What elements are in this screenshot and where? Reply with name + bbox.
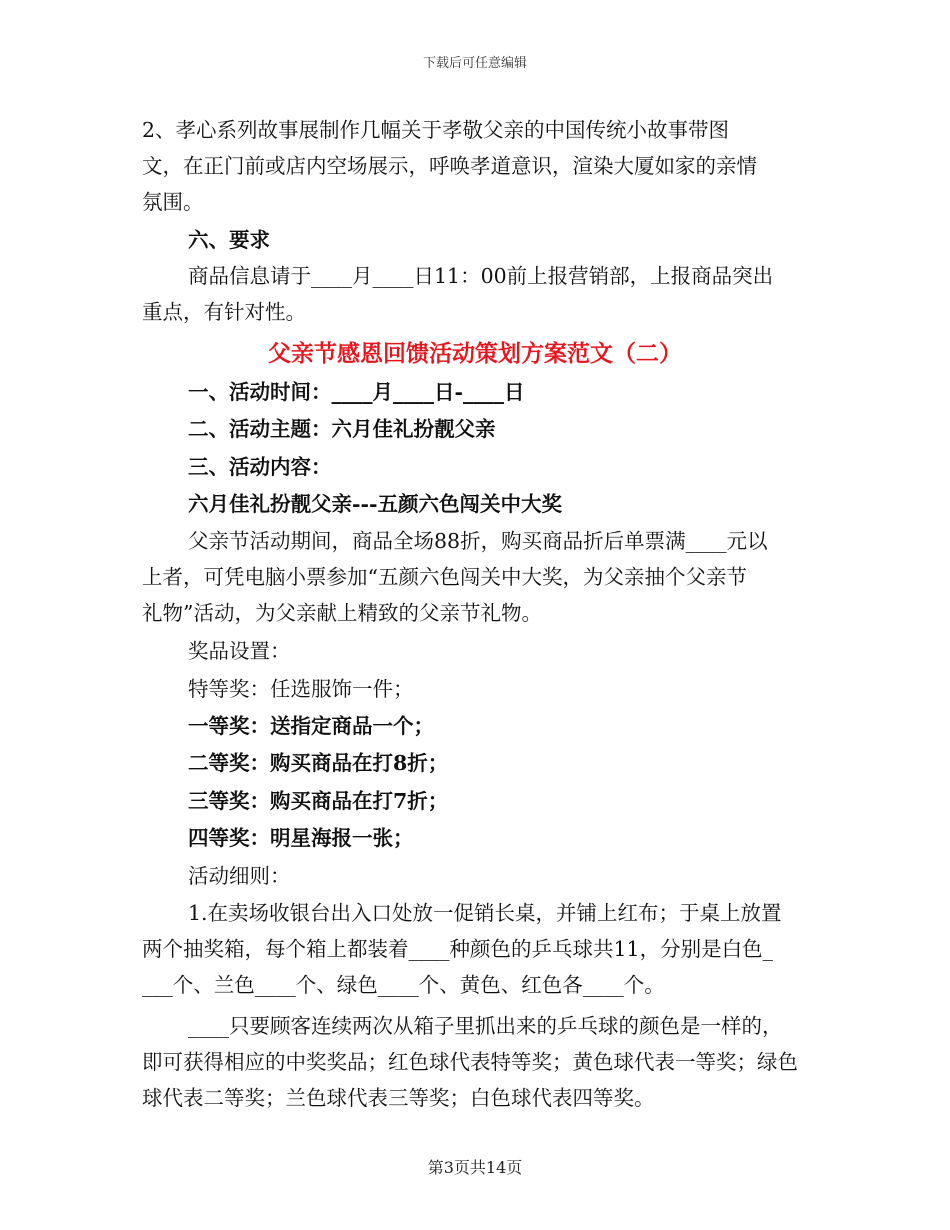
paragraph-line: 文，在正门前或店内空场展示，呼唤孝道意识，渲染大厦如家的亲情 — [142, 154, 757, 178]
rules-label: 活动细则： — [188, 864, 291, 888]
paragraph-line: 商品信息请于____月____日11：00前上报营销部，上报商品突出 — [188, 264, 774, 288]
section-heading: 二、活动主题：六月佳礼扮靓父亲 — [188, 417, 496, 441]
prizes-label: 奖品设置： — [188, 639, 291, 663]
paragraph-line: 重点，有针对性。 — [142, 300, 306, 324]
paragraph-line: ___个、兰色____个、绿色____个、黄色、红色各____个。 — [142, 973, 665, 997]
paragraph-line: 即可获得相应的中奖奖品；红色球代表特等奖；黄色球代表一等奖；绿色 — [142, 1050, 798, 1074]
paragraph-line: 父亲节活动期间，商品全场88折，购买商品折后单票满____元以 — [188, 529, 768, 553]
paragraph-line: 上者，可凭电脑小票参加“五颜六色闯关中大奖，为父亲抽个父亲节 — [142, 565, 747, 589]
prize-item: 二等奖：购买商品在打8折； — [188, 751, 449, 775]
prize-item: 一等奖：送指定商品一个； — [188, 714, 434, 738]
paragraph-line: 两个抽奖箱，每个箱上都装着____种颜色的乒乓球共11，分别是白色_ — [142, 937, 773, 961]
paragraph-line: 礼物”活动，为父亲献上精致的父亲节礼物。 — [142, 601, 542, 625]
page-header-note: 下载后可任意编辑 — [422, 56, 527, 71]
document-title: 父亲节感恩回馈活动策划方案范文（二） — [268, 340, 682, 367]
paragraph-line: 2、孝心系列故事展制作几幅关于孝敬父亲的中国传统小故事带图 — [142, 118, 730, 142]
section-heading: 三、活动内容： — [188, 455, 332, 479]
paragraph-line: 1.在卖场收银台出入口处放一促销长桌，并铺上红布；于桌上放置 — [188, 901, 782, 925]
subtitle: 六月佳礼扮靓父亲---五颜六色闯关中大奖 — [188, 492, 563, 516]
prize-item: 三等奖：购买商品在打7折； — [188, 789, 449, 813]
section-heading: 六、要求 — [188, 228, 270, 252]
section-heading: 一、活动时间：____月____日-____日 — [188, 380, 525, 404]
paragraph-line: 氛围。 — [142, 190, 204, 214]
paragraph-line: ____只要顾客连续两次从箱子里抓出来的乒乓球的颜色是一样的， — [188, 1014, 783, 1038]
page-number: 第3页共14页 — [427, 1158, 523, 1177]
prize-item: 四等奖：明星海报一张； — [188, 826, 414, 850]
paragraph-line: 球代表二等奖；兰色球代表三等奖；白色球代表四等奖。 — [142, 1086, 655, 1110]
prize-item: 特等奖：任选服饰一件； — [188, 677, 414, 701]
